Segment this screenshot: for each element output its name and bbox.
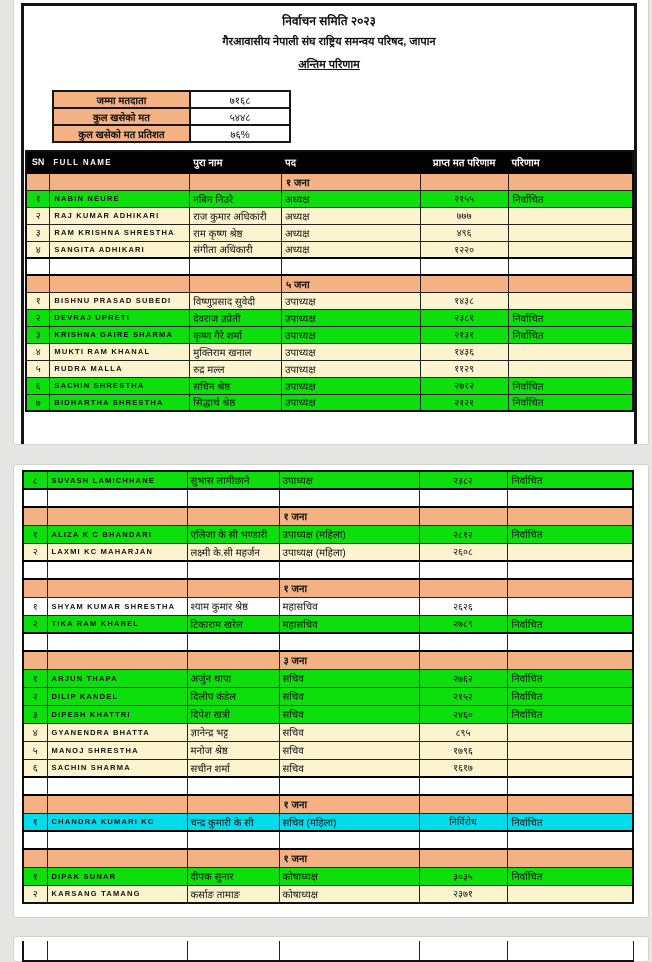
candidate-sn: ४ <box>26 343 50 360</box>
section-empty-cell <box>50 173 190 190</box>
section-seats-row <box>23 579 633 597</box>
candidate-name-np: रुद्र मल्ल <box>190 360 282 377</box>
doc-title-organization: गैरआवासीय नेपाली संघ राष्ट्रिय समन्वय परिषद, जापान <box>222 36 436 48</box>
candidate-name-en: SANGITA ADHIKARI <box>50 241 190 258</box>
section-seats-row <box>26 275 633 292</box>
candidate-name-en: MANOJ SHRESTHA <box>47 741 187 759</box>
spacer-cell <box>282 258 421 275</box>
candidate-position: उपाध्यक्ष (महिला) <box>279 543 419 561</box>
section-empty-cell <box>23 651 47 669</box>
section-empty-cell <box>419 795 507 813</box>
results-table-page3-empty <box>22 941 634 962</box>
candidate-name-np: एलिजा के सी भण्डारी <box>187 525 279 543</box>
candidate-name-np: मुक्तिराम खनाल <box>190 343 282 360</box>
summary-row <box>53 108 290 125</box>
candidate-result: निर्वाचित <box>507 471 633 489</box>
candidate-sn: ६ <box>23 759 47 777</box>
page-1 <box>13 0 649 445</box>
spacer-cell <box>279 561 419 579</box>
candidate-name-en: MUKTI RAM KHANAL <box>50 343 190 360</box>
candidate-name-np: राज कुमार अधिकारी <box>190 207 282 224</box>
candidate-sn: ५ <box>26 360 50 377</box>
candidate-row <box>23 813 633 831</box>
results-table-page2 <box>22 470 634 904</box>
section-empty-cell <box>419 579 507 597</box>
spacer-row <box>23 831 633 849</box>
section-empty-cell <box>187 651 279 669</box>
spacer-cell <box>47 633 187 651</box>
spacer-cell <box>187 489 279 507</box>
candidate-name-en: RAM KRISHNA SHRESTHA <box>50 224 190 241</box>
summary-label: जम्मा मतदाता <box>53 91 190 108</box>
candidate-sn: ८ <box>23 471 47 489</box>
candidate-name-np: दिलीप कंडेल <box>187 687 279 705</box>
spacer-cell <box>507 831 633 849</box>
spacer-cell <box>47 831 187 849</box>
candidate-name-en: SACHIN SHARMA <box>47 759 187 777</box>
candidate-votes: निर्विरोध <box>419 813 507 831</box>
candidate-result <box>507 759 633 777</box>
candidate-result: निर्वाचित <box>508 326 633 343</box>
candidate-name-np: राम कृष्ण श्रेष्ठ <box>190 224 282 241</box>
candidate-votes: २७६२ <box>419 669 507 687</box>
candidate-row <box>23 525 633 543</box>
candidate-name-en: DIPESH KHATTRI <box>47 705 187 723</box>
candidate-name-en: KARSANG TAMANG <box>47 885 187 903</box>
candidate-row <box>23 705 633 723</box>
candidate-name-en: NABIN NEURE <box>50 190 190 207</box>
candidate-row <box>26 343 633 360</box>
candidate-row <box>26 292 633 309</box>
candidate-name-np: देवराज उप्रेती <box>190 309 282 326</box>
section-empty-cell <box>190 173 282 190</box>
candidate-name-np: ज्ञानेन्द्र भट्ट <box>187 723 279 741</box>
candidate-name-en: RUDRA MALLA <box>50 360 190 377</box>
section-empty-cell <box>420 275 508 292</box>
empty-row <box>23 941 633 961</box>
section-empty-cell <box>47 579 187 597</box>
section-seats-row <box>23 651 633 669</box>
candidate-name-np: चन्द्र कुमारी के सी <box>187 813 279 831</box>
candidate-row <box>26 241 633 258</box>
section-empty-cell <box>419 507 507 525</box>
candidate-name-np: नबिन निउरे <box>190 190 282 207</box>
candidate-sn: ३ <box>26 326 50 343</box>
candidate-row <box>26 224 633 241</box>
candidate-votes: २१२१ <box>420 394 508 411</box>
candidate-row <box>23 741 633 759</box>
section-empty-cell <box>50 275 190 292</box>
spacer-cell <box>279 633 419 651</box>
candidate-name-en: KRISHNA GAIRE SHARMA <box>50 326 190 343</box>
seat-count-label: १ जना <box>282 173 421 190</box>
section-seats-row <box>26 173 633 190</box>
candidate-position: उपाध्यक्ष <box>279 471 419 489</box>
section-empty-cell <box>47 795 187 813</box>
candidate-result: निर्वाचित <box>508 190 633 207</box>
spacer-row <box>23 489 633 507</box>
section-empty-cell <box>507 579 633 597</box>
candidate-row <box>23 597 633 615</box>
candidate-sn: २ <box>23 543 47 561</box>
candidate-position: अध्यक्ष <box>282 224 421 241</box>
candidate-position: कोषाध्यक्ष <box>279 885 419 903</box>
spacer-cell <box>187 777 279 795</box>
candidate-name-en: SUVASH LAMICHHANE <box>47 471 187 489</box>
candidate-sn: २ <box>23 687 47 705</box>
candidate-name-np: कृष्ण गैरे शर्मा <box>190 326 282 343</box>
spacer-cell <box>419 561 507 579</box>
candidate-position: उपाध्यक्ष <box>282 394 421 411</box>
candidate-name-np: सचीन शर्मा <box>187 759 279 777</box>
header-full-name: FULL NAME <box>50 151 190 173</box>
candidate-result: निर्वाचित <box>507 525 633 543</box>
spacer-cell <box>419 633 507 651</box>
candidate-name-en: ARJUN THAPA <box>47 669 187 687</box>
candidate-position: सचिव <box>279 705 419 723</box>
section-empty-cell <box>26 173 50 190</box>
spacer-cell <box>23 831 47 849</box>
candidate-position: कोषाध्यक्ष <box>279 867 419 885</box>
candidate-position: अध्यक्ष <box>282 241 421 258</box>
candidate-result <box>508 360 633 377</box>
spacer-row <box>26 258 633 275</box>
candidate-row <box>23 687 633 705</box>
candidate-name-en: DIPAK SUNAR <box>47 867 187 885</box>
candidate-votes: २१५५ <box>420 190 508 207</box>
candidate-sn: ७ <box>26 394 50 411</box>
header-position: पद <box>282 151 421 173</box>
candidate-row <box>23 543 633 561</box>
spacer-cell <box>47 489 187 507</box>
candidate-sn: १ <box>23 867 47 885</box>
candidate-votes: २४६० <box>419 705 507 723</box>
section-empty-cell <box>23 507 47 525</box>
spacer-cell <box>26 258 50 275</box>
section-empty-cell <box>508 173 633 190</box>
candidate-name-np: लक्ष्मी के.सी महर्जन <box>187 543 279 561</box>
candidate-sn: ५ <box>23 741 47 759</box>
candidate-name-en: DILIP KANDEL <box>47 687 187 705</box>
candidate-position: उपाध्यक्ष <box>282 326 421 343</box>
spacer-cell <box>190 258 282 275</box>
candidate-votes: ११२९ <box>420 360 508 377</box>
seat-count-label: १ जना <box>279 849 419 867</box>
candidate-position: उपाध्यक्ष (महिला) <box>279 525 419 543</box>
spacer-cell <box>507 633 633 651</box>
candidate-result: निर्वाचित <box>507 615 633 633</box>
spacer-row <box>23 777 633 795</box>
spacer-cell <box>507 561 633 579</box>
candidate-sn: १ <box>26 292 50 309</box>
candidate-name-np: मनोज श्रेष्ठ <box>187 741 279 759</box>
header-nepali-name: पुरा नाम <box>190 151 282 173</box>
candidate-votes: १७९६ <box>419 741 507 759</box>
seat-count-label: ३ जना <box>279 651 419 669</box>
candidate-votes: २३८१ <box>420 309 508 326</box>
section-empty-cell <box>419 651 507 669</box>
spacer-row <box>23 561 633 579</box>
candidate-position: उपाध्यक्ष <box>282 292 421 309</box>
candidate-name-np: टिकाराम खरेल <box>187 615 279 633</box>
candidate-votes: २७८९ <box>419 615 507 633</box>
candidate-result: निर्वाचित <box>508 377 633 394</box>
spacer-cell <box>23 777 47 795</box>
candidate-name-en: RAJ KUMAR ADHIKARI <box>50 207 190 224</box>
candidate-position: अध्यक्ष <box>282 207 421 224</box>
doc-title-final-result: अन्तिम परिणाम <box>298 59 360 71</box>
spacer-cell <box>419 777 507 795</box>
candidate-position: उपाध्यक्ष <box>282 343 421 360</box>
candidate-votes: २७१२ <box>420 377 508 394</box>
candidate-name-np: श्याम कुमार श्रेष्ठ <box>187 597 279 615</box>
spacer-cell <box>507 489 633 507</box>
candidate-result <box>507 741 633 759</box>
candidate-name-np: विष्णुप्रसाद सुवेदी <box>190 292 282 309</box>
candidate-position: सचिव <box>279 723 419 741</box>
candidate-position: सचिव (महिला) <box>279 813 419 831</box>
candidate-name-np: दिपेश खत्री <box>187 705 279 723</box>
summary-label: कुल खसेको मत <box>53 108 190 125</box>
spacer-cell <box>419 831 507 849</box>
candidate-position: उपाध्यक्ष <box>282 360 421 377</box>
summary-row <box>53 91 290 108</box>
candidate-sn: १ <box>23 813 47 831</box>
summary-value: ५४४८ <box>190 108 290 125</box>
candidate-row <box>23 867 633 885</box>
section-empty-cell <box>23 795 47 813</box>
section-empty-cell <box>187 849 279 867</box>
candidate-votes: ४९६ <box>420 224 508 241</box>
candidate-votes: २१५२ <box>419 687 507 705</box>
candidate-position: सचिव <box>279 741 419 759</box>
candidate-sn: १ <box>23 597 47 615</box>
candidate-position: उपाध्यक्ष <box>282 377 421 394</box>
spacer-cell <box>50 258 190 275</box>
candidate-sn: २ <box>23 885 47 903</box>
header-result: परिणाम <box>508 151 633 173</box>
candidate-row <box>26 309 633 326</box>
candidate-name-en: CHANDRA KUMARI KC <box>47 813 187 831</box>
candidate-name-np: सिद्धार्थ श्रेष्ठ <box>190 394 282 411</box>
spacer-cell <box>23 489 47 507</box>
candidate-sn: ६ <box>26 377 50 394</box>
spacer-cell <box>23 633 47 651</box>
candidate-position: सचिव <box>279 687 419 705</box>
section-empty-cell <box>23 849 47 867</box>
page-3 <box>13 936 649 962</box>
candidate-row <box>26 190 633 207</box>
candidate-row <box>26 377 633 394</box>
spacer-cell <box>187 633 279 651</box>
candidate-result <box>507 597 633 615</box>
spacer-cell <box>507 777 633 795</box>
candidate-name-en: TIKA RAM KHAREL <box>47 615 187 633</box>
candidate-result <box>507 723 633 741</box>
seat-count-label: १ जना <box>279 579 419 597</box>
candidate-sn: २ <box>23 615 47 633</box>
candidate-result: निर्वाचित <box>507 687 633 705</box>
spacer-cell <box>419 489 507 507</box>
candidate-votes: १२२० <box>420 241 508 258</box>
candidate-votes: २१३१ <box>420 326 508 343</box>
section-empty-cell <box>47 849 187 867</box>
section-empty-cell <box>419 849 507 867</box>
section-empty-cell <box>47 651 187 669</box>
candidate-position: महासचिव <box>279 615 419 633</box>
candidate-sn: १ <box>23 525 47 543</box>
candidate-name-np: सचिन श्रेष्ठ <box>190 377 282 394</box>
seat-count-label: १ जना <box>279 795 419 813</box>
candidate-row <box>23 723 633 741</box>
candidate-name-np: दीपक सुनार <box>187 867 279 885</box>
section-empty-cell <box>420 173 508 190</box>
spacer-cell <box>47 561 187 579</box>
spacer-cell <box>279 489 419 507</box>
section-empty-cell <box>508 275 633 292</box>
candidate-result: निर्वाचित <box>507 705 633 723</box>
candidate-votes: ८९५ <box>419 723 507 741</box>
candidate-position: सचिव <box>279 669 419 687</box>
candidate-votes: १४३६ <box>420 343 508 360</box>
spacer-row <box>23 633 633 651</box>
candidate-row <box>23 759 633 777</box>
candidate-name-en: SHYAM KUMAR SHRESTHA <box>47 597 187 615</box>
summary-row <box>53 125 290 142</box>
candidate-name-en: DEVRAJ UPRETI <box>50 309 190 326</box>
candidate-name-np: संगीता अधिकारी <box>190 241 282 258</box>
candidate-result <box>507 885 633 903</box>
candidate-name-en: BIDHARTHA SHRESTHA <box>50 394 190 411</box>
candidate-result: निर्वाचित <box>508 309 633 326</box>
candidate-row <box>23 669 633 687</box>
spacer-cell <box>279 831 419 849</box>
candidate-position: सचिव <box>279 759 419 777</box>
section-seats-row <box>23 507 633 525</box>
results-table-page1 <box>25 150 634 412</box>
summary-label: कुल खसेको मत प्रतिशत <box>53 125 190 142</box>
candidate-position: उपाध्यक्ष <box>282 309 421 326</box>
candidate-votes: २३७१ <box>419 885 507 903</box>
candidate-name-en: BISHNU PRASAD SUBEDI <box>50 292 190 309</box>
header-votes: प्राप्त मत परिणाम <box>420 151 508 173</box>
seat-count-label: १ जना <box>279 507 419 525</box>
candidate-result <box>508 207 633 224</box>
section-empty-cell <box>190 275 282 292</box>
page-2 <box>13 464 649 918</box>
candidate-sn: २ <box>26 309 50 326</box>
candidate-row <box>26 326 633 343</box>
doc-title-committee: निर्वाचन समिति २०२३ <box>282 14 376 28</box>
candidate-row <box>26 394 633 411</box>
spacer-cell <box>23 561 47 579</box>
candidate-sn: ३ <box>23 705 47 723</box>
candidate-name-en: LAXMI KC MAHARJAN <box>47 543 187 561</box>
candidate-votes: २३८२ <box>419 471 507 489</box>
candidate-result <box>508 241 633 258</box>
candidate-row <box>23 885 633 903</box>
summary-value: ७१६८ <box>190 91 290 108</box>
summary-value: ७६% <box>190 125 290 142</box>
candidate-sn: ३ <box>26 224 50 241</box>
spacer-cell <box>187 561 279 579</box>
spacer-cell <box>187 831 279 849</box>
section-empty-cell <box>507 651 633 669</box>
candidate-votes: २८१२ <box>419 525 507 543</box>
candidate-result: निर्वाचित <box>507 813 633 831</box>
candidate-result <box>508 292 633 309</box>
candidate-name-np: अर्जुन थापा <box>187 669 279 687</box>
spacer-cell <box>47 777 187 795</box>
candidate-votes: २६०८ <box>419 543 507 561</box>
section-empty-cell <box>47 507 187 525</box>
candidate-sn: ४ <box>26 241 50 258</box>
section-empty-cell <box>26 275 50 292</box>
candidate-row <box>26 207 633 224</box>
page-frame <box>21 3 637 444</box>
candidate-name-np: सुभास लामीछाने <box>187 471 279 489</box>
section-seats-row <box>23 795 633 813</box>
candidate-position: महासचिव <box>279 597 419 615</box>
seat-count-label: ५ जना <box>282 275 421 292</box>
candidate-votes: २६२६ <box>419 597 507 615</box>
section-empty-cell <box>187 795 279 813</box>
section-seats-row <box>23 849 633 867</box>
candidate-result <box>507 543 633 561</box>
candidate-result <box>508 224 633 241</box>
table-header-row <box>26 151 633 173</box>
candidate-votes: १४३८ <box>420 292 508 309</box>
candidate-result: निर्वाचित <box>508 394 633 411</box>
section-empty-cell <box>507 507 633 525</box>
candidate-result <box>508 343 633 360</box>
candidate-name-np: कर्साङ तामाङ <box>187 885 279 903</box>
spacer-cell <box>279 777 419 795</box>
summary-table <box>52 90 291 143</box>
section-empty-cell <box>187 507 279 525</box>
candidate-sn: ४ <box>23 723 47 741</box>
candidate-sn: १ <box>23 669 47 687</box>
section-empty-cell <box>23 579 47 597</box>
header-sn: SN <box>26 151 50 173</box>
candidate-sn: १ <box>26 190 50 207</box>
candidate-result: निर्वाचित <box>507 669 633 687</box>
candidate-result: निर्वाचित <box>507 867 633 885</box>
candidate-row <box>23 471 633 489</box>
candidate-votes: ३०३५ <box>419 867 507 885</box>
section-empty-cell <box>507 795 633 813</box>
spacer-cell <box>508 258 633 275</box>
candidate-name-en: SACHIN SHRESTHA <box>50 377 190 394</box>
candidate-row <box>26 360 633 377</box>
section-empty-cell <box>507 849 633 867</box>
candidate-position: अध्यक्ष <box>282 190 421 207</box>
candidate-votes: ७७७ <box>420 207 508 224</box>
section-empty-cell <box>187 579 279 597</box>
candidate-name-en: GYANENDRA BHATTA <box>47 723 187 741</box>
candidate-row <box>23 615 633 633</box>
candidate-sn: २ <box>26 207 50 224</box>
candidate-votes: १६१७ <box>419 759 507 777</box>
spacer-cell <box>420 258 508 275</box>
candidate-name-en: ALIZA K C BHANDARI <box>47 525 187 543</box>
